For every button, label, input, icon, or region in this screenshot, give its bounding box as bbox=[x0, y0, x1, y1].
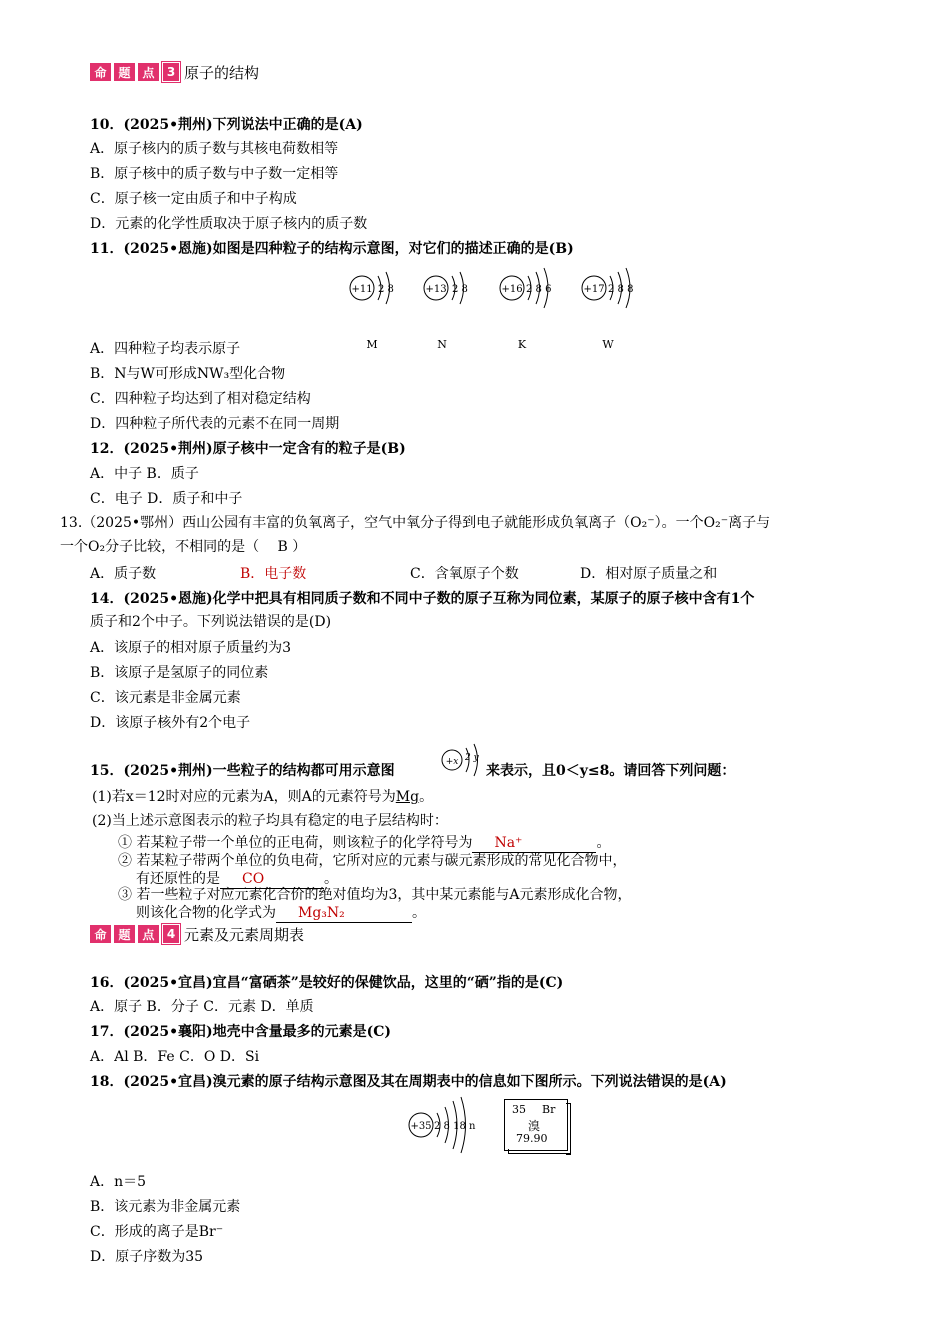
atom-label: M bbox=[366, 338, 378, 351]
question-text: ① 若某粒子带一个单位的正电荷，则该粒子的化学符号为 bbox=[118, 835, 473, 851]
option: A．n＝5 bbox=[90, 1174, 147, 1190]
question-11: 11．(2025•恩施)如图是四种粒子的结构示意图，对它们的描述正确的是(B) bbox=[90, 241, 574, 257]
option: D．相对原子质量之和 bbox=[580, 566, 718, 582]
question-15-2: (2)当上述示意图表示的粒子均具有稳定的电子层结构时： bbox=[92, 813, 448, 829]
question-15-cont: 来表示，且0＜y≤8。请回答下列问题： bbox=[486, 763, 736, 779]
option-answer: B．电子数 bbox=[240, 566, 307, 582]
question-10: 10．(2025•荆州)下列说法中正确的是(A) bbox=[90, 117, 363, 133]
option: C．该元素是非金属元素 bbox=[90, 690, 241, 706]
punctuation: 。 bbox=[596, 835, 611, 851]
question-15-2a bbox=[118, 834, 610, 853]
option: B．N与W可形成NW₃型化合物 bbox=[90, 366, 286, 382]
option: D．该原子核外有2个电子 bbox=[90, 715, 251, 731]
atom-label: N bbox=[437, 338, 447, 351]
question-13-cont: 一个O₂分子比较，不相同的是（ B ） bbox=[60, 539, 307, 555]
option: A．质子数 bbox=[90, 566, 157, 582]
question-text: 则该化合物的化学式为 bbox=[136, 905, 276, 921]
question-16: 16．(2025•宜昌)宜昌“富硒茶”是较好的保健饮品，这里的“硒”指的是(C) bbox=[90, 975, 564, 991]
punctuation: 。 bbox=[419, 789, 434, 805]
option: B．该元素为非金属元素 bbox=[90, 1199, 241, 1215]
question-12: 12．(2025•荆州)原子核中一定含有的粒子是(B) bbox=[90, 441, 406, 457]
option: C．四种粒子均达到了相对稳定结构 bbox=[90, 391, 311, 407]
atom-m-diagram bbox=[350, 272, 394, 351]
atom-shells: 2 y bbox=[465, 753, 479, 763]
atom-nucleus: +17 bbox=[583, 284, 605, 295]
section-number: 4 bbox=[162, 924, 180, 944]
option: A．Al B．Fe C．O D．Si bbox=[90, 1049, 260, 1065]
question-text: (1)若x＝12时对应的元素为A，则A的元素符号为 bbox=[92, 789, 396, 805]
atom-diagrams bbox=[340, 262, 660, 351]
atom-label: K bbox=[517, 338, 527, 351]
atom-nucleus: +35 bbox=[410, 1121, 432, 1132]
punctuation: 。 bbox=[412, 905, 426, 921]
section-char: 点 bbox=[138, 63, 159, 81]
section-number: 3 bbox=[162, 62, 180, 82]
option: A．原子 B．分子 C．元素 D．单质 bbox=[90, 999, 314, 1015]
question-15: 15．(2025•荆州)一些粒子的结构都可用示意图 bbox=[90, 763, 395, 779]
section-tag-4 bbox=[90, 924, 304, 944]
atomic-mass: 79.90 bbox=[516, 1132, 548, 1145]
atom-nucleus: +13 bbox=[425, 284, 447, 295]
question-15-1 bbox=[92, 788, 433, 806]
periodic-table-cell bbox=[504, 1099, 572, 1155]
section-tag-3 bbox=[90, 62, 259, 82]
answer: Mg bbox=[395, 789, 420, 805]
answer-blank: Na⁺ bbox=[472, 834, 596, 853]
atom-shells: 2 8 8 bbox=[608, 284, 634, 295]
element-symbol: Br bbox=[542, 1103, 556, 1116]
question-13: 13.（2025•鄂州）西山公园有丰富的负氧离子，空气中氧分子得到电子就能形成负氧离子（O₂⁻）。一个O₂⁻离子与 bbox=[60, 515, 771, 531]
option: D．四种粒子所代表的元素不在同一周期 bbox=[90, 416, 340, 432]
section-char: 题 bbox=[114, 925, 135, 943]
atom-shells: 2 8 bbox=[452, 284, 468, 295]
atomic-number: 35 bbox=[512, 1103, 526, 1116]
option: C．电子 D．质子和中子 bbox=[90, 491, 243, 507]
question-14: 14．(2025•恩施)化学中把具有相同质子数和不同中子数的原子互称为同位素，某原子的原子核中含有1个 bbox=[90, 591, 755, 607]
option: B．原子核中的质子数与中子数一定相等 bbox=[90, 166, 339, 182]
question-15-2c: ③ 若一些粒子对应元素化合价的绝对值均为3，其中某元素能与A元素形成化合物， bbox=[118, 887, 632, 903]
option: A．原子核内的质子数与其核电荷数相等 bbox=[90, 141, 339, 157]
atom-shells: 2 8 6 bbox=[526, 284, 552, 295]
atom-n-diagram bbox=[424, 272, 468, 351]
option: D．元素的化学性质取决于原子核内的质子数 bbox=[90, 216, 368, 232]
question-17: 17．(2025•襄阳)地壳中含量最多的元素是(C) bbox=[90, 1024, 392, 1040]
option: C．形成的离子是Br⁻ bbox=[90, 1224, 224, 1240]
bromine-atom-diagram bbox=[405, 1093, 485, 1163]
question-14-cont: 质子和2个中子。下列说法错误的是(D) bbox=[90, 614, 332, 630]
option: A．该原子的相对原子质量约为3 bbox=[90, 640, 292, 656]
atom-shells: 2 8 18 n bbox=[434, 1121, 476, 1132]
question-18: 18．(2025•宜昌)溴元素的原子结构示意图及其在周期表中的信息如下图所示。下列说法错误的是(A) bbox=[90, 1074, 727, 1090]
option: D．原子序数为35 bbox=[90, 1249, 204, 1265]
atom-nucleus: +16 bbox=[501, 284, 523, 295]
atom-shells: 2 8 bbox=[378, 284, 394, 295]
question-text: 有还原性的是 bbox=[136, 871, 220, 887]
punctuation: 。 bbox=[324, 871, 338, 887]
section-char: 命 bbox=[90, 925, 111, 943]
section-char: 题 bbox=[114, 63, 135, 81]
option: C．原子核一定由质子和中子构成 bbox=[90, 191, 297, 207]
section-char: 点 bbox=[138, 925, 159, 943]
question-15-2c-cont bbox=[136, 904, 426, 923]
section-char: 命 bbox=[90, 63, 111, 81]
answer-blank: CO bbox=[220, 870, 324, 889]
section-title: 元素及元素周期表 bbox=[184, 925, 305, 944]
atom-nucleus: +11 bbox=[351, 284, 373, 295]
option: A．中子 B．质子 bbox=[90, 466, 199, 482]
answer-blank: Mg₃N₂ bbox=[276, 904, 412, 923]
generic-atom-diagram bbox=[440, 742, 488, 782]
option: B．该原子是氢原子的同位素 bbox=[90, 665, 269, 681]
option: A．四种粒子均表示原子 bbox=[90, 341, 241, 357]
atom-nucleus: +x bbox=[445, 757, 459, 767]
atom-label: W bbox=[602, 338, 614, 351]
atom-w-diagram bbox=[582, 268, 633, 351]
question-15-2b: ② 若某粒子带两个单位的负电荷，它所对应的元素与碳元素形成的常见化合物中， bbox=[118, 853, 627, 869]
option: C．含氧原子个数 bbox=[410, 566, 519, 582]
section-title: 原子的结构 bbox=[184, 63, 260, 82]
element-name: 溴 bbox=[528, 1119, 541, 1133]
atom-k-diagram bbox=[500, 268, 551, 351]
